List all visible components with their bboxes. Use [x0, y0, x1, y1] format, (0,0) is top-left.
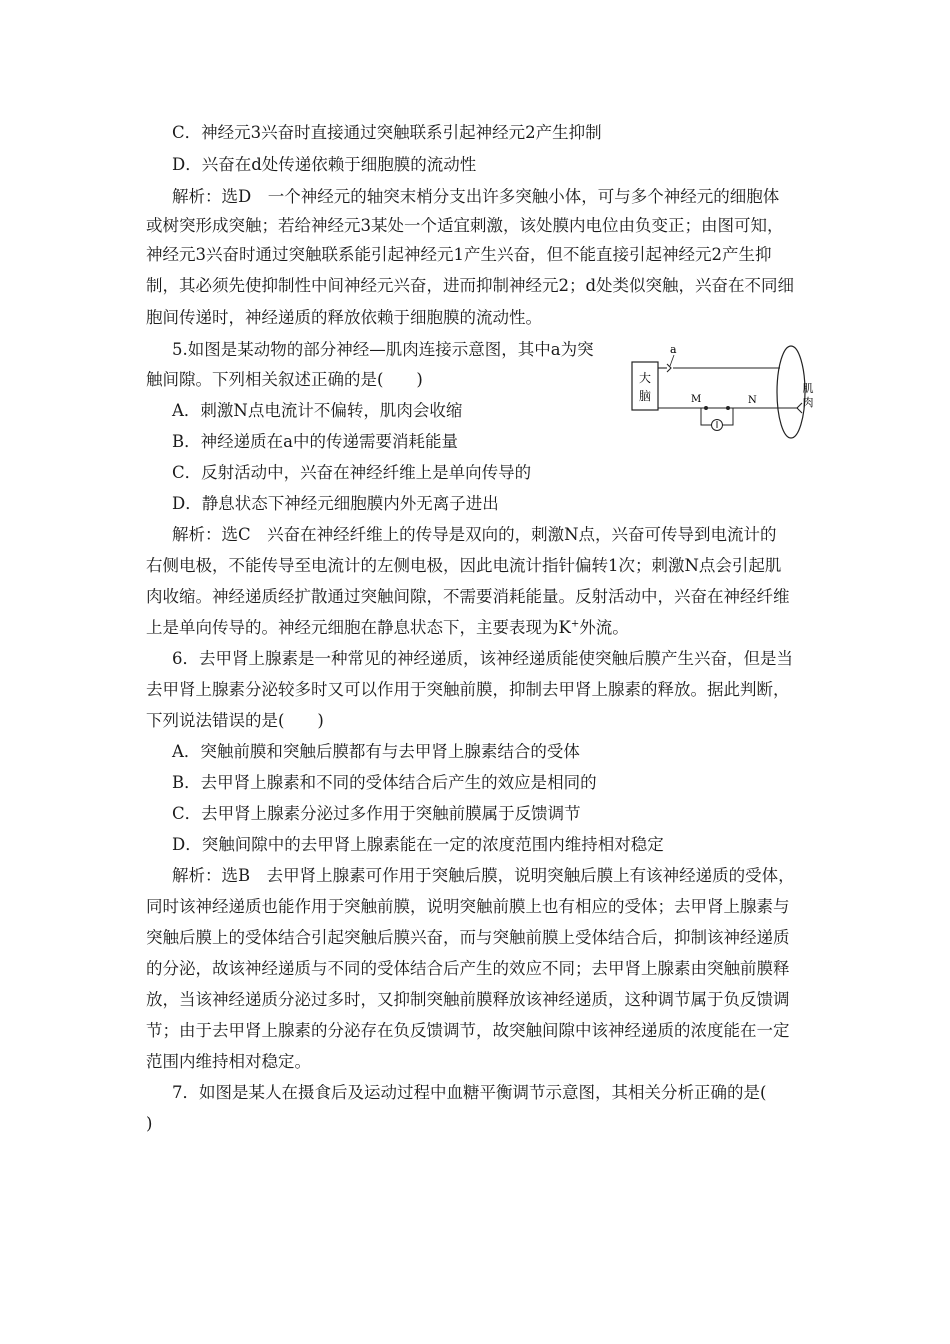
q6-option-a: A．突触前膜和突触后膜都有与去甲肾上腺素结合的受体	[172, 742, 580, 761]
q4-analysis-line: 或树突形成突触；若给神经元3某处一个适宜刺激，该处膜内电位由负变正；由图可知，	[146, 216, 784, 235]
superscript-plus: +	[570, 618, 580, 630]
q5-option-a: A．刺激N点电流计不偏转，肌肉会收缩	[172, 401, 463, 420]
q5-stem-line: 触间隙。下列相关叙述正确的是( )	[146, 370, 423, 389]
synapse-label-a: a	[670, 343, 677, 356]
muscle-label: 肉	[802, 396, 814, 409]
q5-analysis-line: 右侧电极，不能传导至电流计的左侧电极，因此电流计指针偏转1次；刺激N点会引起肌	[146, 556, 782, 575]
q6-analysis-line: 的分泌，故该神经递质与不同的受体结合后产生的效应不同；去甲肾上腺素由突触前膜释	[146, 959, 790, 978]
point-label-n: N	[748, 395, 757, 406]
q5-option-c: C．反射活动中，兴奋在神经纤维上是单向传导的	[172, 463, 532, 482]
q4-option-c: C．神经元3兴奋时直接通过突触联系引起神经元2产生抑制	[172, 123, 602, 142]
q5-option-d: D．静息状态下神经元细胞膜内外无离子进出	[172, 494, 499, 513]
q6-stem-line: 去甲肾上腺素分泌较多时又可以作用于突触前膜，抑制去甲肾上腺素的释放。据此判断，	[146, 680, 790, 699]
q6-analysis-line: 范围内维持相对稳定。	[146, 1052, 311, 1071]
q5-stem-line: 5.如图是某动物的部分神经—肌肉连接示意图，其中a为突	[172, 340, 594, 359]
q5-analysis-line	[146, 617, 629, 639]
brain-label: 脑	[638, 389, 652, 403]
q6-analysis-line: 解析：选B 去甲肾上腺素可作用于突触后膜，说明突触后膜上有该神经递质的受体，	[172, 866, 795, 885]
brain-label: 大	[638, 371, 652, 385]
q5-analysis-text: 上是单向传导的。神经元细胞在静息状态下，主要表现为K	[146, 618, 571, 637]
q4-analysis-line: 解析：选D 一个神经元的轴突末梢分支出许多突触小体，可与多个神经元的细胞体	[172, 187, 780, 206]
q6-option-d: D．突触间隙中的去甲肾上腺素能在一定的浓度范围内维持相对稳定	[172, 835, 664, 854]
q5-analysis-text: 外流。	[579, 618, 629, 637]
point-label-m: M	[691, 394, 702, 405]
q4-analysis-line: 神经元3兴奋时通过突触联系能引起神经元1产生兴奋，但不能直接引起神经元2产生抑	[146, 245, 772, 264]
q6-analysis-line: 突触后膜上的受体结合引起突触后膜兴奋，而与突触前膜上受体结合后，抑制该神经递质	[146, 928, 790, 947]
q6-analysis-line: 放，当该神经递质分泌过多时，又抑制突触前膜释放该神经递质，这种调节属于负反馈调	[146, 990, 790, 1009]
q4-analysis-line: 胞间传递时，神经递质的释放依赖于细胞膜的流动性。	[146, 308, 542, 327]
muscle-label: 肌	[802, 382, 814, 395]
q4-analysis-line: 制，其必须先使抑制性中间神经元兴奋，进而抑制神经元2；d处类似突触，兴奋在不同细	[146, 276, 795, 295]
q6-analysis-line: 同时该神经递质也能作用于突触前膜，说明突触前膜上也有相应的受体；去甲肾上腺素与	[146, 897, 790, 916]
q7-stem-line: )	[146, 1114, 153, 1133]
q7-stem-line: 7．如图是某人在摄食后及运动过程中血糖平衡调节示意图，其相关分析正确的是(	[172, 1083, 767, 1102]
q5-analysis-line: 解析：选C 兴奋在神经纤维上的传导是双向的，刺激N点，兴奋可传导到电流计的	[172, 525, 777, 544]
q6-stem-line: 6．去甲肾上腺素是一种常见的神经递质，该神经递质能使突触后膜产生兴奋，但是当	[172, 649, 793, 668]
nerve-muscle-diagram	[630, 340, 815, 442]
q4-option-d: D．兴奋在d处传递依赖于细胞膜的流动性	[172, 155, 477, 174]
q6-stem-line: 下列说法错误的是( )	[146, 711, 324, 730]
q6-option-c: C．去甲肾上腺素分泌过多作用于突触前膜属于反馈调节	[172, 804, 581, 823]
q5-analysis-line: 肉收缩。神经递质经扩散通过突触间隙，不需要消耗能量。反射活动中，兴奋在神经纤维	[146, 587, 790, 606]
q5-option-b: B．神经递质在a中的传递需要消耗能量	[172, 432, 458, 451]
q6-option-b: B．去甲肾上腺素和不同的受体结合后产生的效应是相同的	[172, 773, 597, 792]
q6-analysis-line: 节；由于去甲肾上腺素的分泌存在负反馈调节，故突触间隙中该神经递质的浓度能在一定	[146, 1021, 790, 1040]
muscle-ellipse	[777, 346, 805, 438]
